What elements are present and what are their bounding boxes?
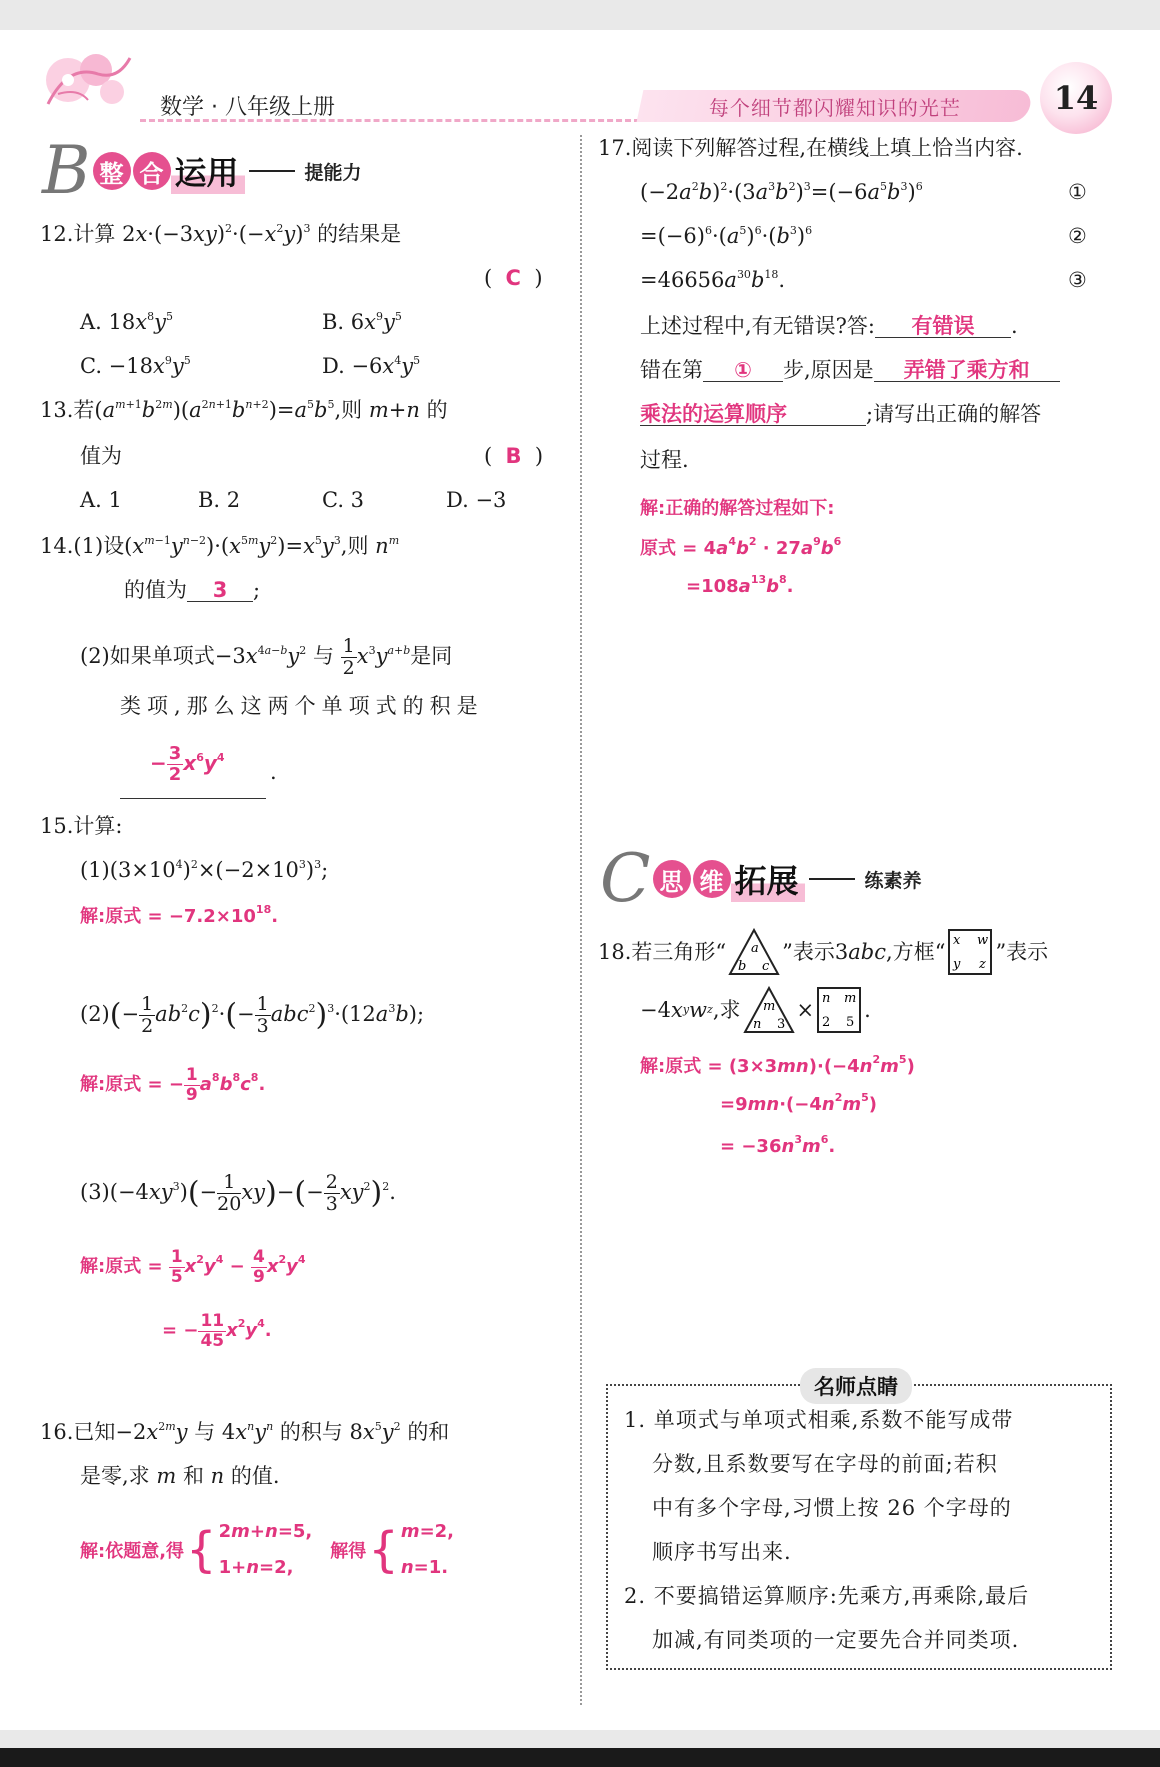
q13-number: 13. (40, 398, 74, 422)
section-b-rule (249, 170, 295, 172)
q18-line2b: ,求 (712, 997, 741, 1022)
q17-line5a: 错在第 (640, 358, 703, 382)
section-c-title: 拓展 (731, 856, 805, 902)
page-number: 14 (1040, 62, 1112, 134)
q16-stem: 16.已知$-2x^{2m}y$ 与 $4x^ny^n$ 的积与 $8x^5y^2$ 的和 (40, 1420, 450, 1444)
q14-p1-tail: ,则 (340, 534, 369, 558)
q17-fill-4: 乘法的运算顺序 (640, 404, 866, 426)
q14-part1: 14.(1)设$(x^{m-1}y^{n-2})\cdot(x^{5m}y^2)=x^5y^3$,则 $n^m$ (40, 534, 400, 558)
q12-number: 12. (40, 222, 74, 246)
q13-stem-text: 若 (73, 398, 95, 422)
q12-answer-bracket: ( C ) (484, 266, 543, 290)
q15-part3: $(3)(-4xy^3)(-$ $\frac{1}{20}$ xy)−(− $\frac{2}{3}$ $xy^2)^2$. (80, 1171, 396, 1215)
q15-stem-text: 计算: (73, 814, 123, 838)
column-divider (580, 135, 582, 1705)
q16-answer: 解:依题意,得 { 2m+n=5, 1+n=2, 解得 { m=2, n=1. (80, 1521, 455, 1578)
q12-stem: 12.计算 $2x\cdot(-3xy)^2\cdot(-x^2y)^3$ 的结果是 (40, 222, 402, 246)
svg-text:x: x (953, 933, 961, 948)
q12-opt-c-label: C. (80, 354, 102, 378)
q15-ans2-prefix: 解:原式 = (80, 1074, 163, 1096)
q15-answer-2: 解:原式 = − $\frac{1}{9}$ $a^8b^8c^8$. (80, 1065, 266, 1105)
q16-line2c: 的值. (230, 1464, 280, 1488)
tips-line-2: 分数,且系数要写在字母的前面;若积 (652, 1452, 998, 1476)
q14-answer-2: − $\frac{3}{2}$ $x^6y^4$ . (120, 740, 266, 799)
q18-stem3: ,方框“ (886, 939, 946, 964)
section-b-letter: B (42, 132, 91, 209)
section-c-header (600, 840, 922, 917)
subject-label: 数学 · 八年级上册 (160, 95, 335, 120)
q16-ans-solve: 解得 (330, 1541, 367, 1562)
q18-line2: −4 x y w z ,求 m n 3 × n m 2 5 . (640, 986, 871, 1034)
q17-line6 (640, 404, 1041, 426)
q15-part1: $(1)(3\times 10^4)^2\times(-2\times 10^3)^3$; (80, 858, 329, 882)
section-b-tag: 提能力 (304, 161, 362, 184)
q13-option-a: A. 1 (80, 488, 122, 512)
q13-option-b: B. 2 (198, 488, 241, 512)
q17-stem-text: 阅读下列解答过程,在横线上填上恰当内容. (631, 136, 1023, 160)
q17-mark-3: ③ (1068, 268, 1087, 292)
section-c-bubble-2: 维 (693, 860, 731, 898)
q13-answer-bracket: ( B ) (484, 444, 544, 468)
q14-part1-line2: 的值为 3 ; (124, 578, 261, 602)
q13-tail: ,则 (334, 398, 363, 422)
q17-line4-text: 上述过程中,有无错误?答: (640, 314, 876, 338)
q12-option-a: A. $18x^8y^5$ (80, 310, 173, 334)
q12-stem-text: 计算 (73, 222, 116, 246)
q12-option-c: C. $-18x^9y^5$ (80, 354, 191, 378)
q14-p2-label: (2)如果单项式 (80, 643, 215, 668)
q14-p1-label: (1)设 (73, 534, 125, 558)
q17-line5 (640, 360, 1060, 382)
section-b-bubble-1: 整 (93, 152, 131, 190)
svg-text:n: n (822, 991, 831, 1006)
q13-line2: 值为 (80, 444, 122, 468)
q13-option-d: D. −3 (446, 488, 507, 512)
tips-line-6: 加减,有同类项的一定要先合并同类项. (652, 1628, 1020, 1652)
svg-text:3: 3 (776, 1017, 785, 1032)
svg-text:a: a (751, 941, 759, 956)
svg-text:b: b (738, 959, 747, 974)
section-b-title: 运用 (171, 148, 245, 194)
q17-step3: $=46656a^{30}b^{18}$. (640, 268, 786, 292)
tips-line-3: 中有多个字母,习惯上按 26 个字母的 (652, 1496, 1012, 1520)
section-c-letter: C (600, 840, 651, 917)
q12-option-b: B. $6x^9y^5$ (322, 310, 402, 334)
section-b-bubble-2: 合 (133, 152, 171, 190)
q15-number: 15. (40, 814, 74, 838)
q13-tail2: 的 (426, 398, 448, 422)
q17-step2: $=(-6)^6\cdot(a^5)^6\cdot(b^3)^6$ (640, 224, 813, 248)
q17-answer-2: $=108a^{13}b^8$. (686, 573, 794, 597)
section-b-header (42, 132, 362, 209)
q13-answer: B (505, 444, 522, 468)
floral-ornament (38, 44, 138, 116)
motto-ribbon (637, 90, 1034, 122)
q18-stem: 18. 若三角形“ a b c ”表示 3 abc ,方框“ x w y z ”表示 (598, 928, 1048, 976)
q12-option-d: D. $-6x^4y^5$ (322, 354, 421, 378)
q17-fill-2: ① (703, 360, 783, 382)
q16-line2b: 和 (182, 1464, 204, 1488)
tips-title: 名师点睛 (800, 1368, 912, 1404)
q14-p2-mid: 与 (312, 643, 334, 668)
q14-number: 14. (40, 534, 74, 558)
svg-text:2: 2 (822, 1015, 831, 1030)
q12-opt-d-label: D. (322, 354, 345, 378)
q14-half: $\frac{1}{2}$ (342, 635, 355, 679)
section-c-rule (809, 878, 855, 880)
q15-answer-3a: 解:原式 = $\frac{1}{5}$ $x^2y^4$ − $\frac{4}{9}$ $x^2y^4$ (80, 1247, 306, 1287)
motto-text: 每个细节都闪耀知识的光芒 (709, 95, 961, 120)
q18-answer-2: $=9mn\cdot(-4n^2m^5)$ (720, 1091, 877, 1115)
q14-part2: (2)如果单项式$-3x^{4a-b}y^2$ 与 $\frac{1}{2}$ $x^3y^{a+b}$是同 (80, 635, 453, 679)
q17-step1: $(-2a^2b)^2\cdot(3a^3b^2)^3=(-6a^5b^3)^6$ (640, 180, 923, 204)
header-dashed-line (140, 119, 640, 122)
q13-option-c: C. 3 (322, 488, 365, 512)
bottom-bar (0, 1748, 1160, 1767)
svg-text:y: y (953, 957, 961, 972)
q16-mid3: 的和 (407, 1420, 450, 1444)
q18-stem4: ”表示 (995, 939, 1049, 964)
tips-line-4: 顺序书写出来. (652, 1540, 792, 1564)
svg-text:z: z (979, 957, 987, 972)
q18-number: 18. (598, 939, 632, 964)
q18-stem2: ”表示 (782, 939, 835, 964)
q16-number: 16. (40, 1420, 74, 1444)
q16-stem-text: 已知 (73, 1420, 116, 1444)
q12-opt-b-label: B. (322, 310, 345, 334)
q15-ans1-prefix: 解:原式 = (80, 906, 163, 927)
q14-p2-tail: 是同 (410, 643, 453, 668)
svg-text:w: w (977, 933, 989, 948)
q17-answer-intro: 解:正确的解答过程如下: (640, 498, 835, 519)
q16-line2-text: 是零,求 (80, 1464, 150, 1488)
section-c-bubble-1: 思 (653, 860, 691, 898)
q17-line6b: ;请写出正确的解答 (866, 402, 1042, 426)
box-nm25-icon (816, 986, 862, 1034)
svg-text:m: m (844, 991, 857, 1006)
q17-answer-1: 原式 = $4a^4b^2 \cdot 27a^9b^6$ (640, 535, 842, 559)
q16-mid2: 的积与 (279, 1420, 343, 1444)
q17-ans-prefix: 原式 = (640, 538, 698, 559)
q16-line2: 是零,求 m 和 n 的值. (80, 1464, 280, 1488)
q16-ans-intro: 解:依题意,得 (80, 1541, 185, 1562)
svg-text:m: m (762, 999, 775, 1014)
q15-ans3-prefix: 解:原式 = (80, 1256, 163, 1278)
q15-answer-1: 解:原式 = $-7.2\times 10^{18}$. (80, 903, 279, 927)
q17-line4: 上述过程中,有无错误?答: 有错误 . (640, 314, 1018, 338)
q17-fill-3: 弄错了乘方和 (874, 360, 1060, 382)
q16-mid1: 与 (194, 1420, 216, 1444)
q18-ans-prefix: 解:原式 = (640, 1056, 723, 1077)
q17-stem (598, 138, 1023, 159)
svg-text:n: n (752, 1017, 761, 1032)
q17-fill-1: 有错误 (875, 316, 1011, 338)
svg-text:5: 5 (846, 1015, 855, 1030)
q18-answer-1: 解:原式 = $(3\times 3mn)\cdot(-4n^2m^5)$ (640, 1053, 915, 1077)
q14-part2-line2: 类项,那么这两个单项式的积是 (120, 694, 484, 718)
svg-text:c: c (762, 959, 770, 974)
q17-line5b: 步,原因是 (783, 358, 874, 382)
q12-opt-a-label: A. (80, 310, 102, 334)
q12-answer: C (505, 266, 521, 290)
q14-answer-1: 3 (187, 580, 253, 602)
tips-line-5: 2. 不要搞错运算顺序:先乘方,再乘除,最后 (624, 1584, 1030, 1608)
q17-mark-2: ② (1068, 224, 1087, 248)
q15-part2: (2)(− $\frac{1}{2}$ $ab^2c)^2\cdot(-$ $\frac{1}{3}$ $abc^2)^3\cdot(12a^3b)$; (80, 993, 425, 1037)
q17-number: 17. (598, 136, 632, 160)
q12-tail: 的结果是 (317, 222, 402, 246)
section-c-tag: 练素养 (864, 869, 922, 892)
q18-stem-text: 若三角形“ (631, 939, 727, 964)
q17-line7: 过程. (640, 448, 689, 472)
triangle-mn3-icon (743, 986, 795, 1034)
q15-answer-3b: = − $\frac{11}{45}$ $x^2y^4$. (162, 1311, 272, 1351)
box-xywz-icon (947, 928, 993, 976)
tips-line-1: 1. 单项式与单项式相乘,系数不能写成带 (624, 1408, 1014, 1432)
triangle-abc-icon (728, 928, 780, 976)
q13-stem: 13.若$(a^{m+1}b^{2m})(a^{2n+1}b^{n+2})=a^5b^5$,则 m+n 的 (40, 398, 448, 422)
q14-p1-line2-text: 的值为 (124, 578, 187, 602)
q17-mark-1: ① (1068, 180, 1087, 204)
q15-stem (40, 816, 122, 837)
q18-answer-3: = $-36n^3m^6$. (720, 1133, 836, 1157)
